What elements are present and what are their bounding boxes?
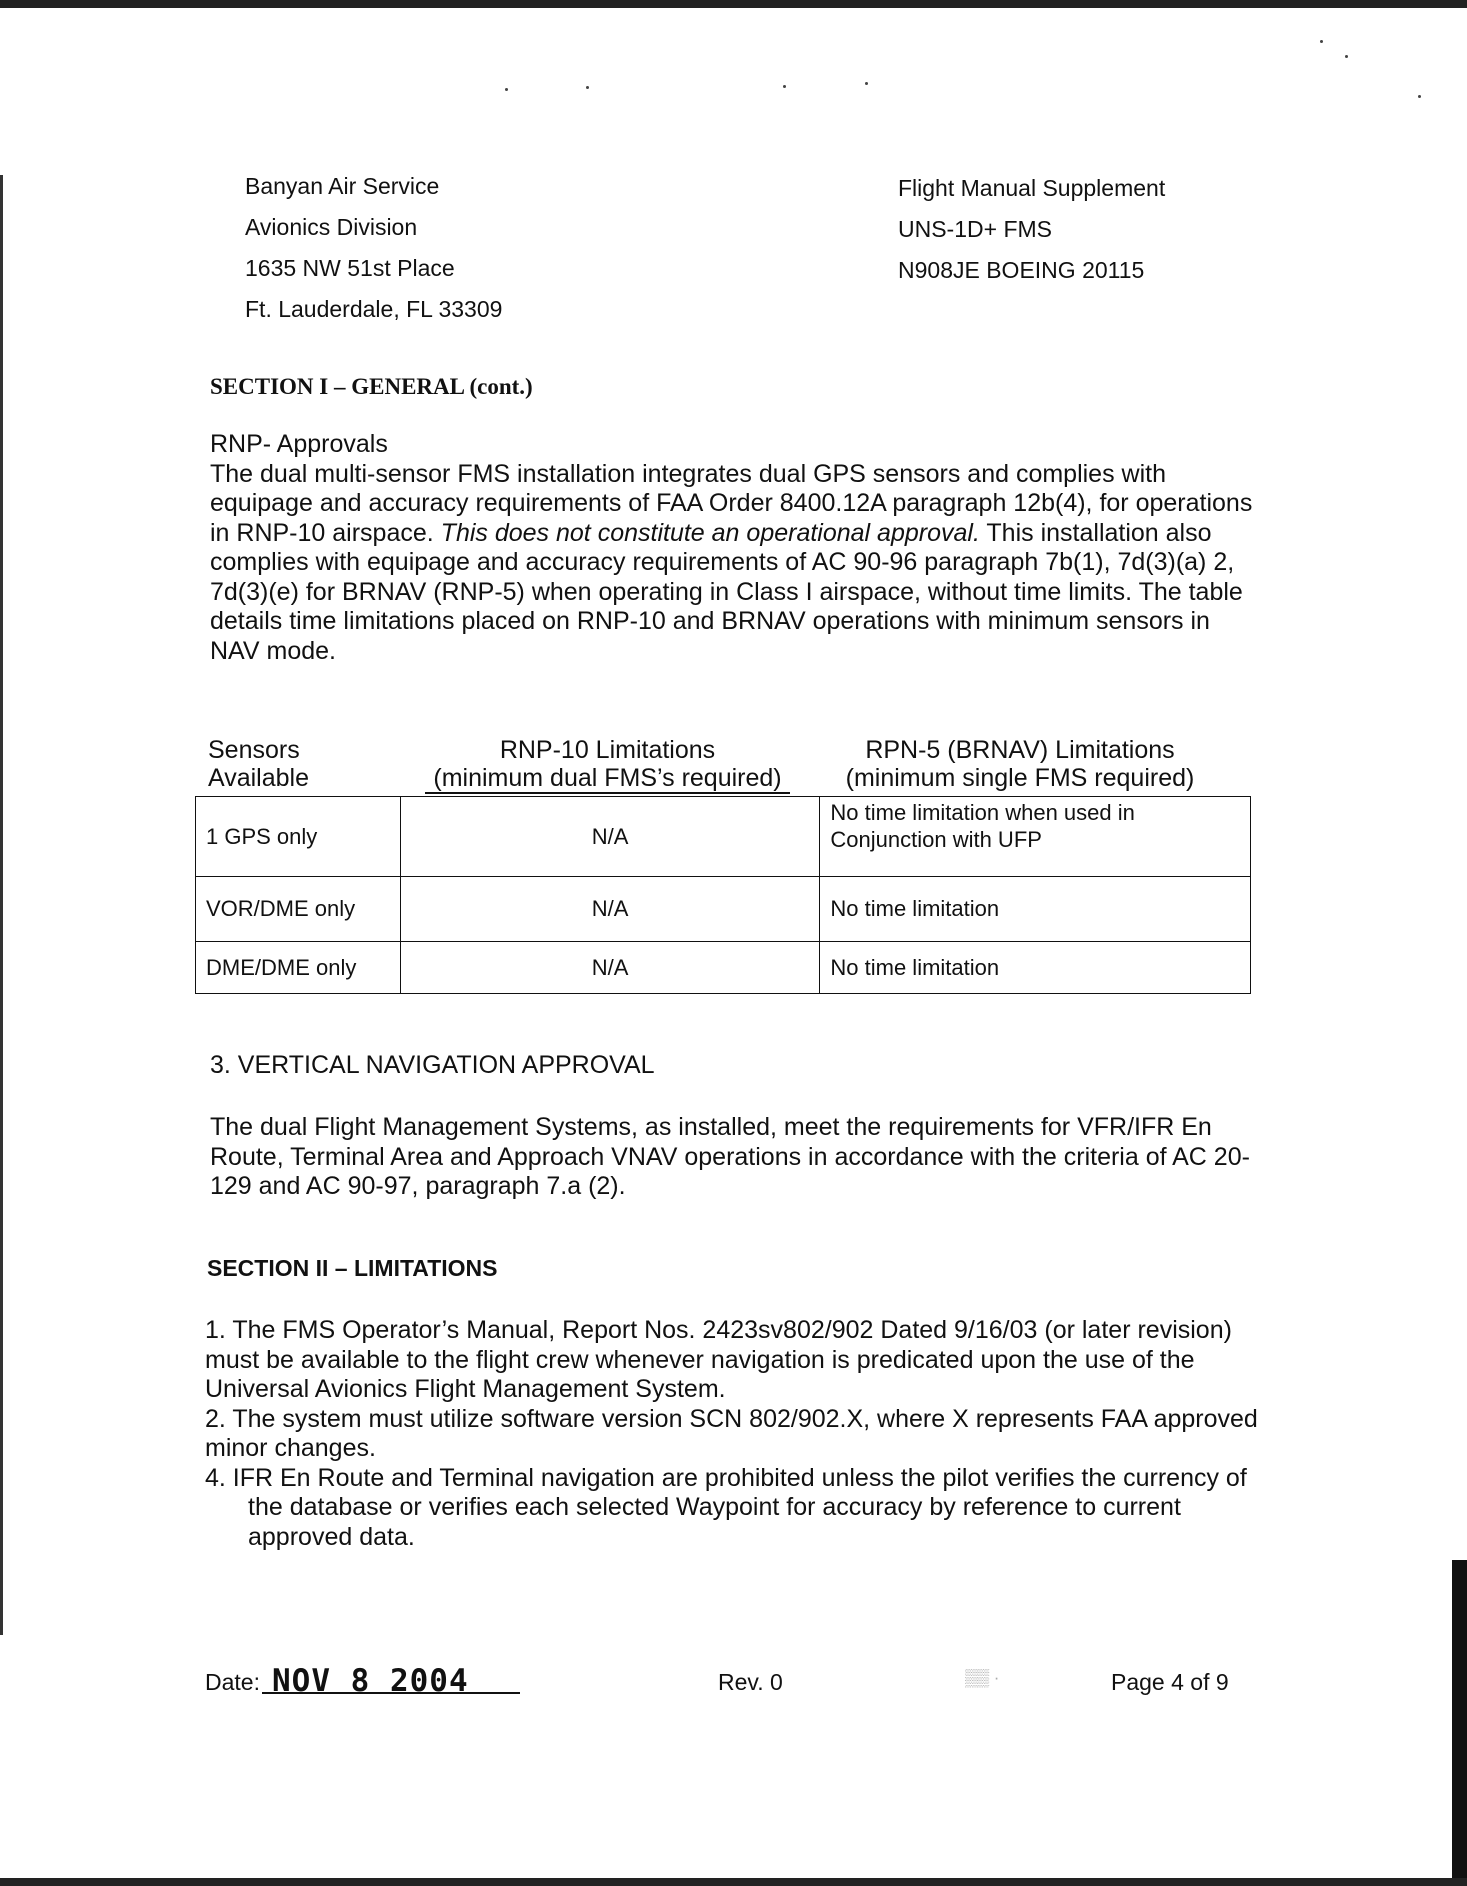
scan-right-edge: [1452, 1560, 1467, 1886]
scan-bottom-edge: [0, 1878, 1467, 1886]
rnp5-cell: No time limitation when used in Conjunction with UFP: [820, 797, 1251, 877]
supplement-info: [898, 168, 1165, 291]
date-underline: [262, 1692, 520, 1694]
scan-speck: [1345, 55, 1348, 58]
col-header-line: Sensors: [208, 736, 300, 764]
rnp-body-italic: This does not constitute an operational approval.: [440, 518, 980, 547]
table-row: [196, 942, 1251, 994]
col-header-line: RNP-10 Limitations: [499, 736, 716, 764]
list-item: 1. The FMS Operator’s Manual, Report Nos. 2423sv802/902 Dated 9/16/03 (or later revision) must be available to the flight crew whenever navigation is predicated upon the use of the Universal Avionics Flight Management System.: [205, 1316, 1232, 1403]
sensors-cell: VOR/DME only: [196, 877, 401, 942]
limitations-table: [195, 796, 1251, 994]
rnp-approvals: [210, 430, 1260, 666]
scan-speck: [1418, 95, 1421, 98]
rnp10-cell: N/A: [400, 797, 820, 877]
list-item: 4. IFR En Route and Terminal navigation are prohibited unless the pilot verifies the currency of the database or verifies each selected Waypoint for accuracy by reference to current approved data.: [205, 1463, 1247, 1551]
rnp10-cell: N/A: [400, 877, 820, 942]
supplement-line: UNS-1D+ FMS: [898, 216, 1052, 242]
address-line: Banyan Air Service: [245, 173, 440, 199]
address-line: Ft. Lauderdale, FL 33309: [245, 296, 503, 322]
section-2-heading: SECTION II – LIMITATIONS: [207, 1255, 498, 1281]
sensors-cell: DME/DME only: [196, 942, 401, 994]
col-header-line: Available: [208, 764, 310, 792]
col-header-line: (minimum dual FMS’s required): [425, 764, 790, 794]
table-row: [196, 877, 1251, 942]
vnav-text: The dual Flight Management Systems, as installed, meet the requirements for VFR/IFR En Route, Terminal Area and Approach VNAV operations in accordance with the criteria of AC 20-129 and AC 90-97, paragraph 7.a (2).: [210, 1113, 1250, 1200]
supplement-line: N908JE BOEING 20115: [898, 257, 1145, 283]
rnp-body: [210, 460, 1260, 667]
scan-speck: [586, 86, 589, 89]
rnp10-cell: N/A: [400, 942, 820, 994]
sensors-cell: 1 GPS only: [196, 797, 401, 877]
vnav-heading: 3. VERTICAL NAVIGATION APPROVAL: [210, 1051, 655, 1079]
date-label: Date:: [205, 1669, 260, 1695]
col-rnp10-header: [425, 736, 790, 794]
table-row: [196, 797, 1251, 877]
scan-speck: [783, 85, 786, 88]
limitations-list: [205, 1316, 1265, 1552]
date-value: NOV 8 2004: [272, 1663, 469, 1699]
rnp-body-b: This installation also complies with equipage and accuracy requirements of AC 90-96 paragraph 7b(1), 7d(3)(a) 2, 7d(3)(e) for BRNAV (RNP-5) when operating in Class I airspace, without time limits. The table details time limitations placed on RNP-10 and BRNAV operations with minimum sensors in NAV mode.: [210, 518, 1243, 665]
address-line: Avionics Division: [245, 214, 418, 240]
faded-stamp: ▒▒ ·: [965, 1668, 1000, 1687]
address-line: 1635 NW 51st Place: [245, 255, 455, 281]
col-header-line: RPN-5 (BRNAV) Limitations: [865, 736, 1175, 764]
scan-top-edge: [0, 0, 1467, 8]
supplement-line: Flight Manual Supplement: [898, 175, 1166, 201]
scan-speck: [1320, 40, 1323, 43]
col-rnp5-header: [830, 736, 1210, 792]
rnp-body-a: The dual multi-sensor FMS installation integrates dual GPS sensors and complies with equipage and accuracy requirements of FAA Order 8400.12A paragraph 12b(4), for operations in RNP-10 airspace.: [210, 459, 1253, 547]
col-sensors-header: [208, 736, 309, 792]
company-address: [245, 166, 502, 330]
list-item: 2. The system must utilize software version SCN 802/902.X, where X represents FAA approved minor changes.: [205, 1404, 1258, 1462]
scan-left-edge: [0, 175, 3, 1635]
revision: Rev. 0: [718, 1669, 783, 1695]
section-1-heading: SECTION I – GENERAL (cont.): [210, 374, 533, 399]
scan-speck: [505, 88, 508, 91]
scan-speck: [865, 82, 868, 85]
rnp5-cell: No time limitation: [820, 877, 1251, 942]
rnp-title: RNP- Approvals: [210, 430, 388, 458]
col-header-line: (minimum single FMS required): [845, 764, 1195, 792]
rnp5-cell: No time limitation: [820, 942, 1251, 994]
page-number: Page 4 of 9: [1111, 1669, 1229, 1695]
